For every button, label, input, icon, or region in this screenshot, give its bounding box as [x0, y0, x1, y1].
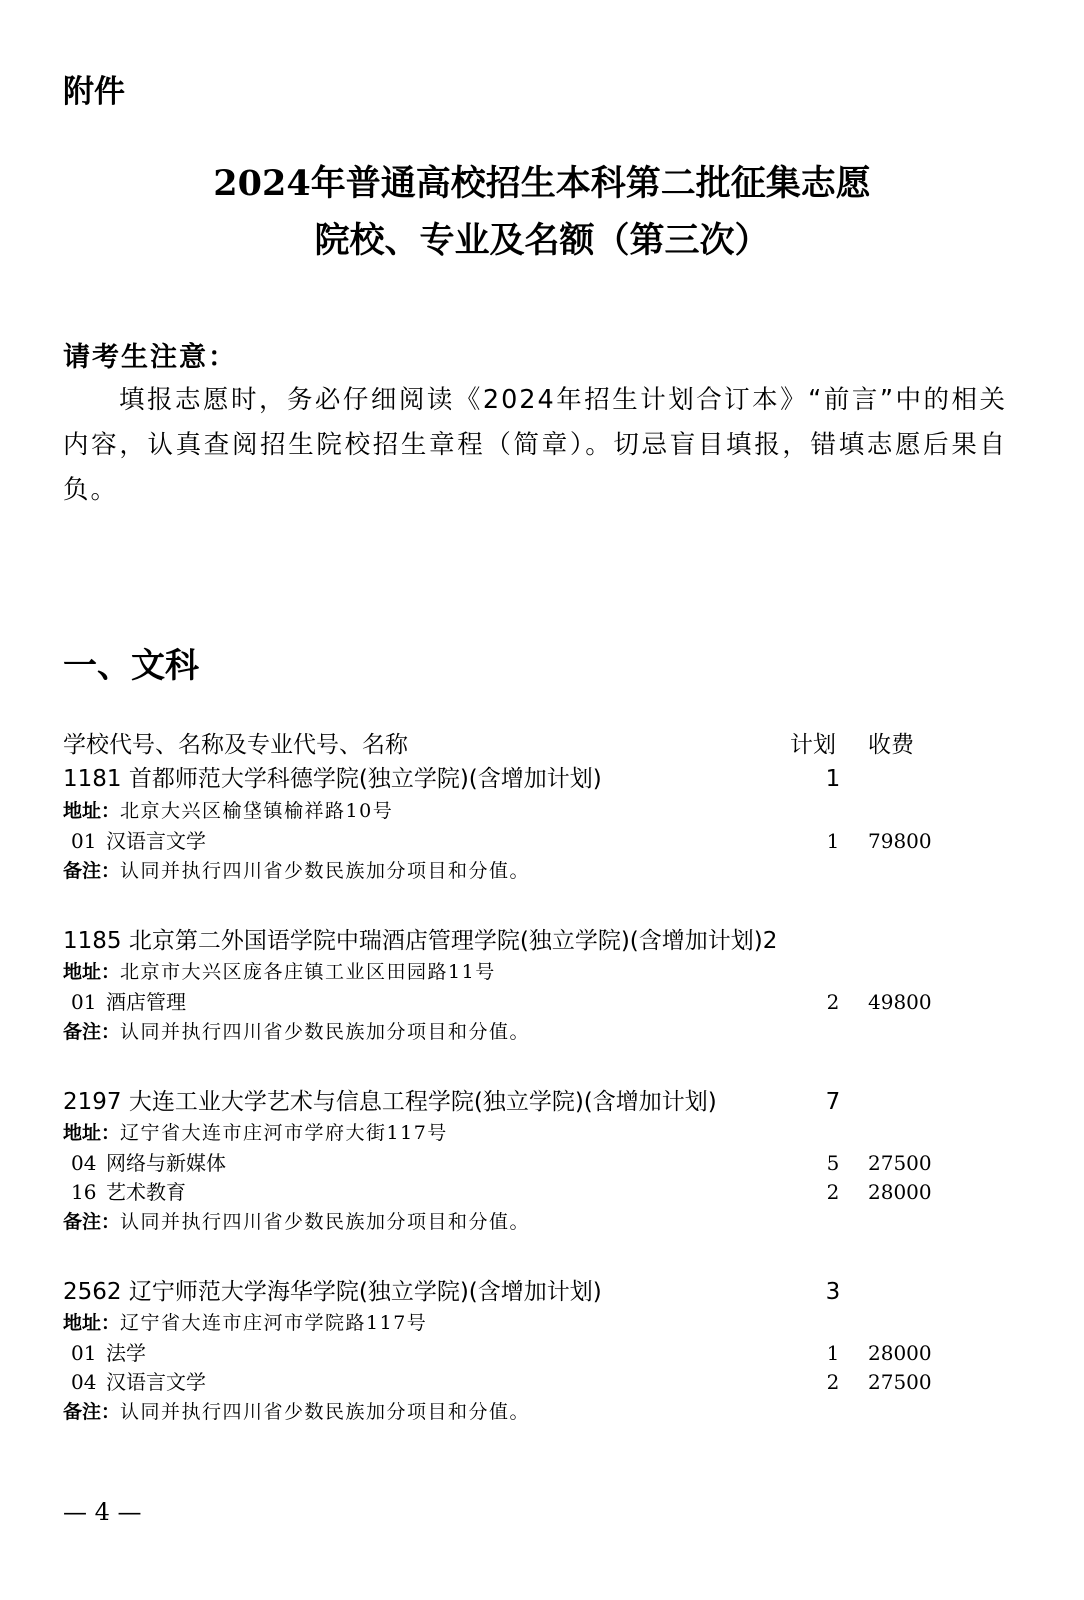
note-label: 备注：: [63, 1401, 121, 1423]
school-heading: 2562 辽宁师范大学海华学院(独立学院)(含增加计划): [63, 1279, 602, 1305]
school-heading-row: [0, 1087, 1084, 1117]
page-number: — 4 —: [63, 1498, 142, 1526]
school-note-row: [0, 856, 1084, 886]
document-title-line1: 2024年普通高校招生本科第二批征集志愿: [213, 163, 871, 204]
school-heading: 2197 大连工业大学艺术与信息工程学院(独立学院)(含增加计划): [63, 1089, 717, 1115]
school-heading-row: [0, 1277, 1084, 1307]
school-note: 认同并执行四川省少数民族加分项目和分值。: [120, 1211, 531, 1233]
major-row: [0, 826, 1084, 856]
school-note: 认同并执行四川省少数民族加分项目和分值。: [120, 860, 531, 882]
school-address: 北京大兴区榆垡镇榆祥路10号: [120, 800, 394, 822]
attachment-label: 附件: [63, 74, 125, 110]
school-plan: 7: [825, 1089, 841, 1115]
major-code: 04: [71, 1370, 97, 1394]
major-code: 16: [71, 1180, 97, 1204]
major-fee: 28000: [868, 1180, 932, 1204]
notice-heading: 请考生注意：: [63, 342, 237, 373]
school-note-row: [0, 1017, 1084, 1047]
school-note-row: [0, 1397, 1084, 1427]
header-name-col: 学校代号、名称及专业代号、名称: [63, 732, 408, 758]
major-fee: 49800: [868, 990, 932, 1014]
major-name: 酒店管理: [106, 990, 186, 1014]
address-label: 地址：: [63, 1122, 121, 1144]
major-code: 01: [71, 1341, 97, 1365]
school-plan: 3: [825, 1279, 841, 1305]
major-plan: 2: [826, 1180, 840, 1204]
major-plan: 2: [826, 1370, 840, 1394]
section-title: 一、文科: [63, 646, 199, 686]
school-note-row: [0, 1207, 1084, 1237]
school-address-row: [0, 957, 1084, 987]
major-row: [0, 1338, 1084, 1368]
major-plan: 1: [826, 829, 840, 853]
school-address-row: [0, 1308, 1084, 1338]
major-fee: 28000: [868, 1341, 932, 1365]
major-code: 01: [71, 990, 97, 1014]
major-fee: 79800: [868, 829, 932, 853]
major-row: [0, 1177, 1084, 1207]
school-heading: 1185 北京第二外国语学院中瑞酒店管理学院(独立学院)(含增加计划)2: [63, 928, 778, 954]
major-row: [0, 1367, 1084, 1397]
table-header: [0, 730, 1084, 760]
major-row: [0, 1148, 1084, 1178]
school-plan: 1: [825, 766, 841, 792]
major-fee: 27500: [868, 1370, 932, 1394]
major-name: 网络与新媒体: [106, 1151, 226, 1175]
header-fee-col: 收费: [868, 732, 914, 758]
note-label: 备注：: [63, 860, 121, 882]
notice-body: 填报志愿时，务必仔细阅读《2024年招生计划合订本》“前言”中的相关内容，认真查阅招生院校招生章程（简章）。切忌盲目填报，错填志愿后果自负。: [63, 385, 1007, 505]
major-name: 汉语言文学: [106, 1370, 206, 1394]
note-label: 备注：: [63, 1211, 121, 1233]
major-code: 01: [71, 829, 97, 853]
school-address: 辽宁省大连市庄河市学府大街117号: [120, 1122, 448, 1144]
school-address: 辽宁省大连市庄河市学院路117号: [120, 1312, 428, 1334]
major-name: 艺术教育: [106, 1180, 186, 1204]
school-heading-row: [0, 764, 1084, 794]
major-name: 汉语言文学: [106, 829, 206, 853]
school-address-row: [0, 796, 1084, 826]
school-heading-row: [0, 926, 1084, 956]
school-note: 认同并执行四川省少数民族加分项目和分值。: [120, 1401, 531, 1423]
major-row: [0, 987, 1084, 1017]
school-heading: 1181 首都师范大学科德学院(独立学院)(含增加计划): [63, 766, 602, 792]
major-plan: 5: [826, 1151, 840, 1175]
school-address-row: [0, 1118, 1084, 1148]
major-plan: 2: [826, 990, 840, 1014]
school-note: 认同并执行四川省少数民族加分项目和分值。: [120, 1021, 531, 1043]
document-title-line2: 院校、专业及名额（第三次）: [314, 220, 770, 261]
address-label: 地址：: [63, 961, 121, 983]
major-plan: 1: [826, 1341, 840, 1365]
address-label: 地址：: [63, 800, 121, 822]
header-plan-col: 计划: [790, 732, 836, 758]
note-label: 备注：: [63, 1021, 121, 1043]
address-label: 地址：: [63, 1312, 121, 1334]
school-address: 北京市大兴区庞各庄镇工业区田园路11号: [120, 961, 496, 983]
major-fee: 27500: [868, 1151, 932, 1175]
major-name: 法学: [106, 1341, 146, 1365]
major-code: 04: [71, 1151, 97, 1175]
